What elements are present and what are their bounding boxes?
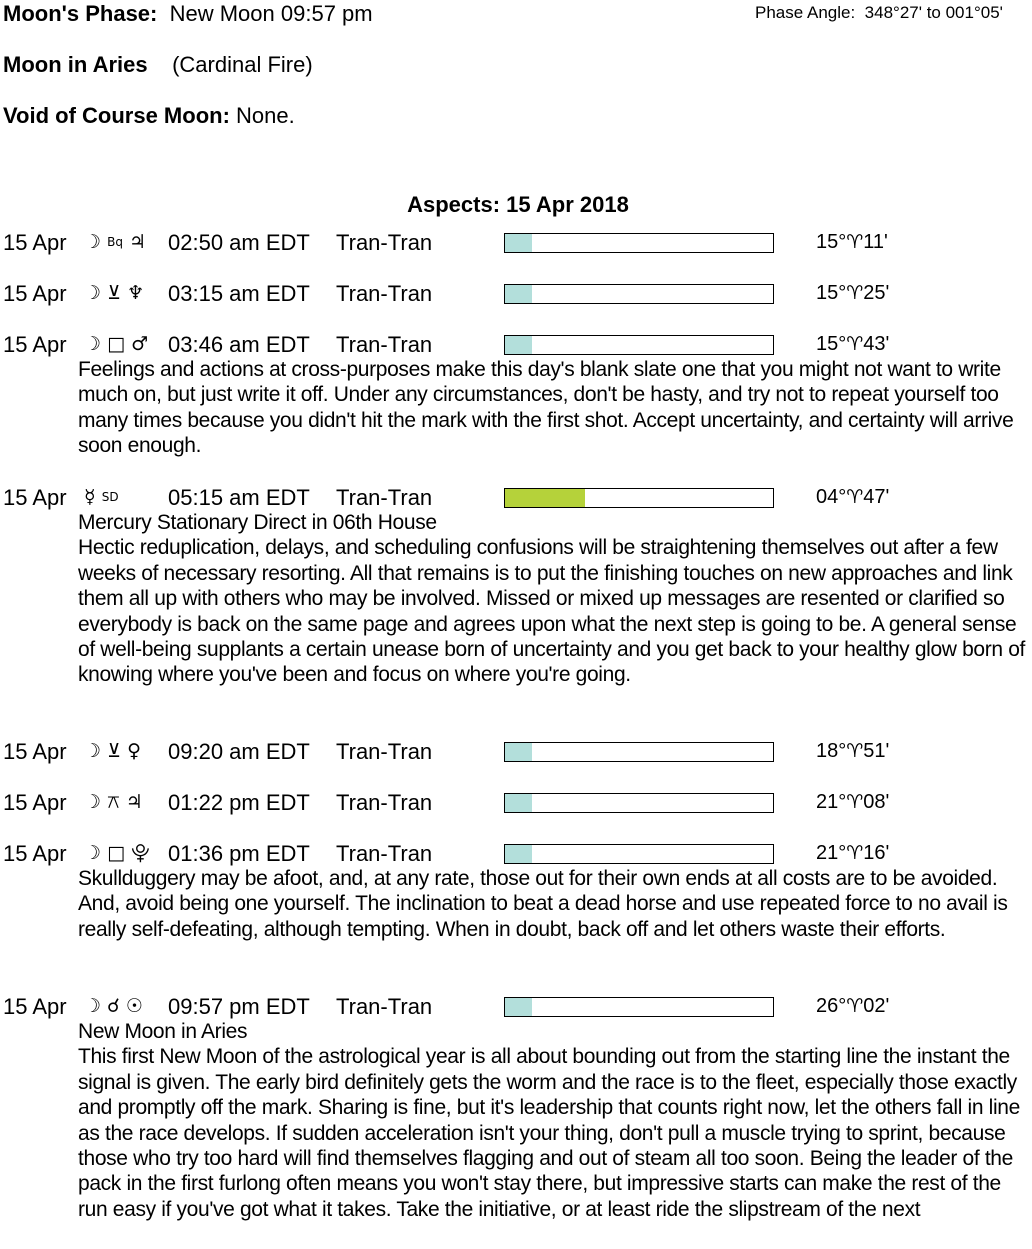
zodiac-position: [816, 790, 889, 815]
aspect-kind: Tran-Tran: [336, 841, 433, 866]
aspect-title: New Moon in Aries: [78, 1020, 248, 1043]
aries-sign-icon: ♈: [846, 231, 864, 253]
voc-label: Void of Course Moon:: [3, 103, 230, 128]
aspect-time: 01:36 pm EDT: [168, 841, 310, 866]
planet-glyph-icon: ☽: [84, 740, 102, 762]
aspect-glyph-icon: □: [107, 842, 126, 864]
aspect-description: Feelings and actions at cross-purposes make this day's blank slate one that you might not want to write much on, but just write it off. Under any circumstances, don't be hasty, and try not to repeat yourself too many times because you didn't hit the mark with the first shot. Accept uncertainty, and certainty will arrive soon enough.: [78, 358, 1014, 458]
zodiac-position: [816, 230, 888, 255]
aspect-glyphs: [84, 994, 143, 1019]
aspect-time: 03:15 am EDT: [168, 281, 310, 306]
aspect-time: 01:22 pm EDT: [168, 790, 310, 815]
aspect-glyph-icon: ⊻: [107, 740, 122, 762]
aspect-row: [0, 994, 1032, 1019]
aspect-glyph-icon: ⚻: [107, 791, 120, 813]
planet-glyph-icon: ♀: [127, 740, 141, 762]
planet-glyph-icon: ♃: [129, 231, 147, 253]
aspect-glyphs: [84, 281, 144, 306]
aspect-row: [0, 739, 1032, 764]
aspect-entry: [0, 281, 1032, 306]
zodiac-position: [816, 739, 889, 764]
aspect-title: Mercury Stationary Direct in 06th House: [78, 511, 437, 534]
phase-angle-value: 348°27' to 001°05': [864, 3, 1003, 22]
position-degrees: 04°: [816, 486, 847, 508]
aries-sign-icon: ♈: [846, 995, 864, 1017]
strength-bar: [504, 742, 774, 762]
aspect-entry: [0, 332, 1032, 459]
moon-phase-line: [3, 1, 373, 27]
aspect-glyphs: [84, 790, 143, 815]
aspect-time: 09:20 am EDT: [168, 739, 310, 764]
position-degrees: 21°: [816, 791, 847, 813]
aspect-glyphs: [84, 485, 119, 510]
aspect-date: 15 Apr: [3, 230, 67, 255]
zodiac-position: [816, 994, 889, 1019]
planet-glyph-icon: ☽: [84, 231, 102, 253]
aspect-entry: [0, 841, 1032, 942]
aspect-entry: [0, 739, 1032, 764]
aspect-entry: [0, 790, 1032, 815]
planet-glyph-icon: ♆: [127, 282, 145, 304]
strength-bar-fill: [505, 234, 532, 252]
aspect-description: Skullduggery may be afoot, and, at any rate, those out for their own ends at all costs are to be avoided. And, avoid being one yourself. The inclination to beat a dead horse and use repeated force to no avail is really self-defeating, although tempting. When in doubt, back off and let others waste their efforts.: [78, 867, 1008, 941]
aspect-kind: Tran-Tran: [336, 790, 433, 815]
aspect-entry: [0, 485, 1032, 688]
aspect-date: 15 Apr: [3, 485, 67, 510]
aspect-time: 02:50 am EDT: [168, 230, 310, 255]
moon-phase-value: New Moon 09:57 pm: [169, 1, 373, 26]
planet-glyph-icon: ☽: [84, 282, 102, 304]
aspect-glyph-icon: □: [107, 333, 126, 355]
planet-glyph-icon: ☉: [125, 995, 143, 1017]
aspect-row: [0, 790, 1032, 815]
position-minutes: 25': [863, 282, 890, 304]
position-degrees: 15°: [816, 333, 847, 355]
planet-glyph-icon: ☽: [84, 995, 102, 1017]
voc-value: None.: [236, 103, 295, 128]
aries-sign-icon: ♈: [846, 740, 864, 762]
planet-glyph-icon: ☽: [84, 842, 102, 864]
strength-bar: [504, 997, 774, 1017]
position-minutes: 02': [863, 995, 890, 1017]
strength-bar-fill: [505, 845, 532, 863]
aspect-kind: Tran-Tran: [336, 994, 433, 1019]
aspect-time: 05:15 am EDT: [168, 485, 310, 510]
position-minutes: 08': [863, 791, 890, 813]
aspect-glyphs: [84, 739, 141, 764]
aspect-row: [0, 485, 1032, 510]
planet-glyph-icon: ⯓: [131, 842, 150, 864]
aspect-glyph-icon: Bq: [107, 235, 123, 249]
aspect-time: 09:57 pm EDT: [168, 994, 310, 1019]
void-of-course-line: [3, 103, 295, 129]
aspect-entry: [0, 230, 1032, 255]
position-minutes: 47': [863, 486, 890, 508]
position-minutes: 16': [863, 842, 890, 864]
moon-phase-label: Moon's Phase:: [3, 1, 158, 26]
strength-bar-fill: [505, 794, 532, 812]
position-minutes: 11': [863, 231, 888, 253]
aspect-kind: Tran-Tran: [336, 332, 433, 357]
strength-bar-fill: [505, 336, 532, 354]
aspect-date: 15 Apr: [3, 790, 67, 815]
aspect-glyph-icon: ⊻: [107, 282, 122, 304]
aspect-date: 15 Apr: [3, 332, 67, 357]
aspect-time: 03:46 am EDT: [168, 332, 310, 357]
strength-bar: [504, 284, 774, 304]
aspect-date: 15 Apr: [3, 281, 67, 306]
phase-angle: [755, 2, 1003, 24]
aspect-glyph-icon: ☌: [107, 995, 120, 1017]
phase-angle-label: Phase Angle:: [755, 3, 856, 22]
position-minutes: 43': [863, 333, 890, 355]
moon-sign-element: (Cardinal Fire): [172, 52, 313, 77]
position-degrees: 18°: [816, 740, 847, 762]
planet-glyph-icon: ☽: [84, 333, 102, 355]
aspect-kind: Tran-Tran: [336, 230, 433, 255]
position-minutes: 51': [863, 740, 890, 762]
zodiac-position: [816, 841, 889, 866]
zodiac-position: [816, 485, 889, 510]
moon-sign-label: Moon in Aries: [3, 52, 148, 77]
strength-bar: [504, 793, 774, 813]
strength-bar: [504, 233, 774, 253]
strength-bar: [504, 488, 774, 508]
planet-glyph-icon: ♃: [125, 791, 143, 813]
aspect-glyph-icon: SD: [101, 490, 119, 504]
planet-glyph-icon: ♂: [131, 333, 149, 355]
strength-bar-fill: [505, 998, 532, 1016]
strength-bar: [504, 844, 774, 864]
aspect-glyphs: [84, 332, 148, 357]
position-degrees: 15°: [816, 231, 847, 253]
aspect-date: 15 Apr: [3, 994, 67, 1019]
aspect-date: 15 Apr: [3, 841, 67, 866]
strength-bar-fill: [505, 489, 585, 507]
aspect-date: 15 Apr: [3, 739, 67, 764]
zodiac-position: [816, 332, 889, 357]
aspect-kind: Tran-Tran: [336, 485, 433, 510]
aspect-kind: Tran-Tran: [336, 281, 433, 306]
aspect-kind: Tran-Tran: [336, 739, 433, 764]
aries-sign-icon: ♈: [846, 486, 864, 508]
aspect-row: [0, 230, 1032, 255]
aspect-glyphs: [84, 230, 146, 255]
strength-bar-fill: [505, 743, 532, 761]
aspect-entry: [0, 994, 1032, 1222]
position-degrees: 26°: [816, 995, 847, 1017]
zodiac-position: [816, 281, 889, 306]
position-degrees: 21°: [816, 842, 847, 864]
aries-sign-icon: ♈: [846, 282, 864, 304]
strength-bar: [504, 335, 774, 355]
aries-sign-icon: ♈: [846, 842, 864, 864]
aries-sign-icon: ♈: [846, 791, 864, 813]
aspect-row: [0, 332, 1032, 357]
strength-bar-fill: [505, 285, 532, 303]
aspect-glyphs: [84, 841, 150, 866]
aspect-row: [0, 281, 1032, 306]
aspects-heading: Aspects: 15 Apr 2018: [407, 192, 629, 217]
planet-glyph-icon: ☽: [84, 791, 102, 813]
aspect-description: This first New Moon of the astrological year is all about bounding out from the starting line the instant the signal is given. The early bird definitely gets the worm and the race is to the fleet, especially those exactly and promptly off the mark. Sharing is fine, but it's leadership that counts right now, let the others fall in line as the race develops. If sudden acceleration isn't your thing, don't pull a muscle trying to sprint, because those who try too hard will find themselves flagging and out of steam all too soon. Being the leader of the pack in the first furlong often means you won't stay there, but impressive starts can make the rest of the run easy if you've got what it takes. Take the initiative, or at least ride the slipstream of the next: [78, 1045, 1020, 1221]
aries-sign-icon: ♈: [846, 333, 864, 355]
aspect-row: [0, 841, 1032, 866]
position-degrees: 15°: [816, 282, 847, 304]
aspect-description: Hectic reduplication, delays, and scheduling confusions will be straightening themselves out after a few weeks of necessary resorting. All that remains is to put the finishing touches on new approaches and link them all up with others who may be involved. Missed or mixed up messages are resented or clarified so everybody is back on the same page and agrees upon what the next step is going to be. A general sense of well-being supplants a certain unease born of uncertainty and you get back to your healthy glow born of knowing where you've been and focus on where you're going.: [78, 536, 1026, 687]
planet-glyph-icon: ☿: [84, 486, 96, 508]
moon-sign-line: [3, 52, 313, 78]
